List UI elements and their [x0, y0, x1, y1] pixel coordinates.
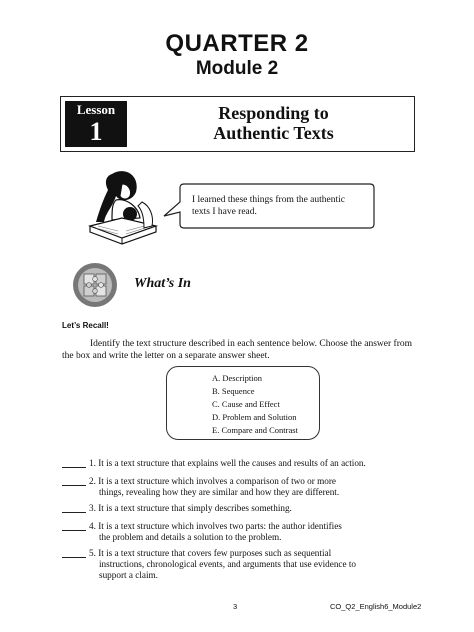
lesson-title-line1: Responding to: [218, 103, 329, 123]
answer-blank: [62, 485, 86, 486]
question-line2: the problem and details a solution to the problem.: [99, 532, 282, 542]
mother-child-reading-illustration: [82, 168, 174, 250]
question-text: [89, 458, 444, 469]
question-line1: It is a text structure which involves a comparison of two or more: [98, 476, 336, 486]
answer-blank: [62, 467, 86, 468]
activity-instruction: Identify the text structure described in each sentence below. Choose the answer from the box and write the letter on a separate answer sheet.: [62, 339, 413, 361]
answer-blank: [62, 557, 86, 558]
answer-blank: [62, 512, 86, 513]
question-text: [89, 476, 444, 498]
question-number: 2.: [89, 476, 96, 486]
question-line2: instructions, chronological events, and arguments that use evidence to: [99, 559, 357, 569]
question-text: [89, 548, 444, 581]
puzzle-icon: [72, 262, 118, 308]
question-number: 4.: [89, 521, 96, 531]
lesson-banner: [60, 96, 415, 152]
question-line3: support a claim.: [99, 570, 158, 580]
activity-heading: Let’s Recall!: [62, 321, 109, 330]
choice-item: B. Sequence: [212, 386, 255, 396]
bubble-line1: I learned these things from the authentic: [192, 195, 346, 205]
module-code: CO_Q2_English6_Module2: [330, 602, 422, 611]
question-number: 3.: [89, 503, 96, 513]
question-text: [89, 503, 444, 514]
choice-item: C. Cause and Effect: [212, 399, 280, 409]
page-number: 3: [233, 602, 238, 611]
question-line1: It is a text structure which involves two parts: the author identifies: [98, 521, 342, 531]
question-number: 1.: [89, 458, 96, 468]
question-text: [89, 521, 444, 543]
lesson-label: Lesson: [76, 102, 116, 117]
question-number: 5.: [89, 548, 96, 558]
question-line1: It is a text structure that explains well the causes and results of an action.: [98, 458, 366, 468]
lesson-number: 1: [89, 117, 103, 146]
choice-item: E. Compare and Contrast: [212, 425, 298, 435]
choice-item: D. Problem and Solution: [212, 412, 297, 422]
lesson-title: [133, 103, 414, 143]
choice-item: A. Description: [212, 373, 263, 383]
answer-blank: [62, 530, 86, 531]
quarter-title: QUARTER 2: [165, 30, 309, 57]
speech-bubble-text: [192, 194, 372, 218]
section-title: What’s In: [134, 276, 191, 291]
choices-box: [166, 366, 320, 440]
bubble-line2: texts I have read.: [192, 207, 257, 217]
question-line1: It is a text structure that simply describes something.: [98, 503, 292, 513]
question-line1: It is a text structure that covers few purposes such as sequential: [98, 548, 332, 558]
module-title: Module 2: [195, 58, 279, 79]
question-line2: things, revealing how they are similar and how they are different.: [99, 487, 340, 497]
lesson-title-line2: Authentic Texts: [213, 123, 334, 143]
lesson-tab: [65, 101, 127, 147]
